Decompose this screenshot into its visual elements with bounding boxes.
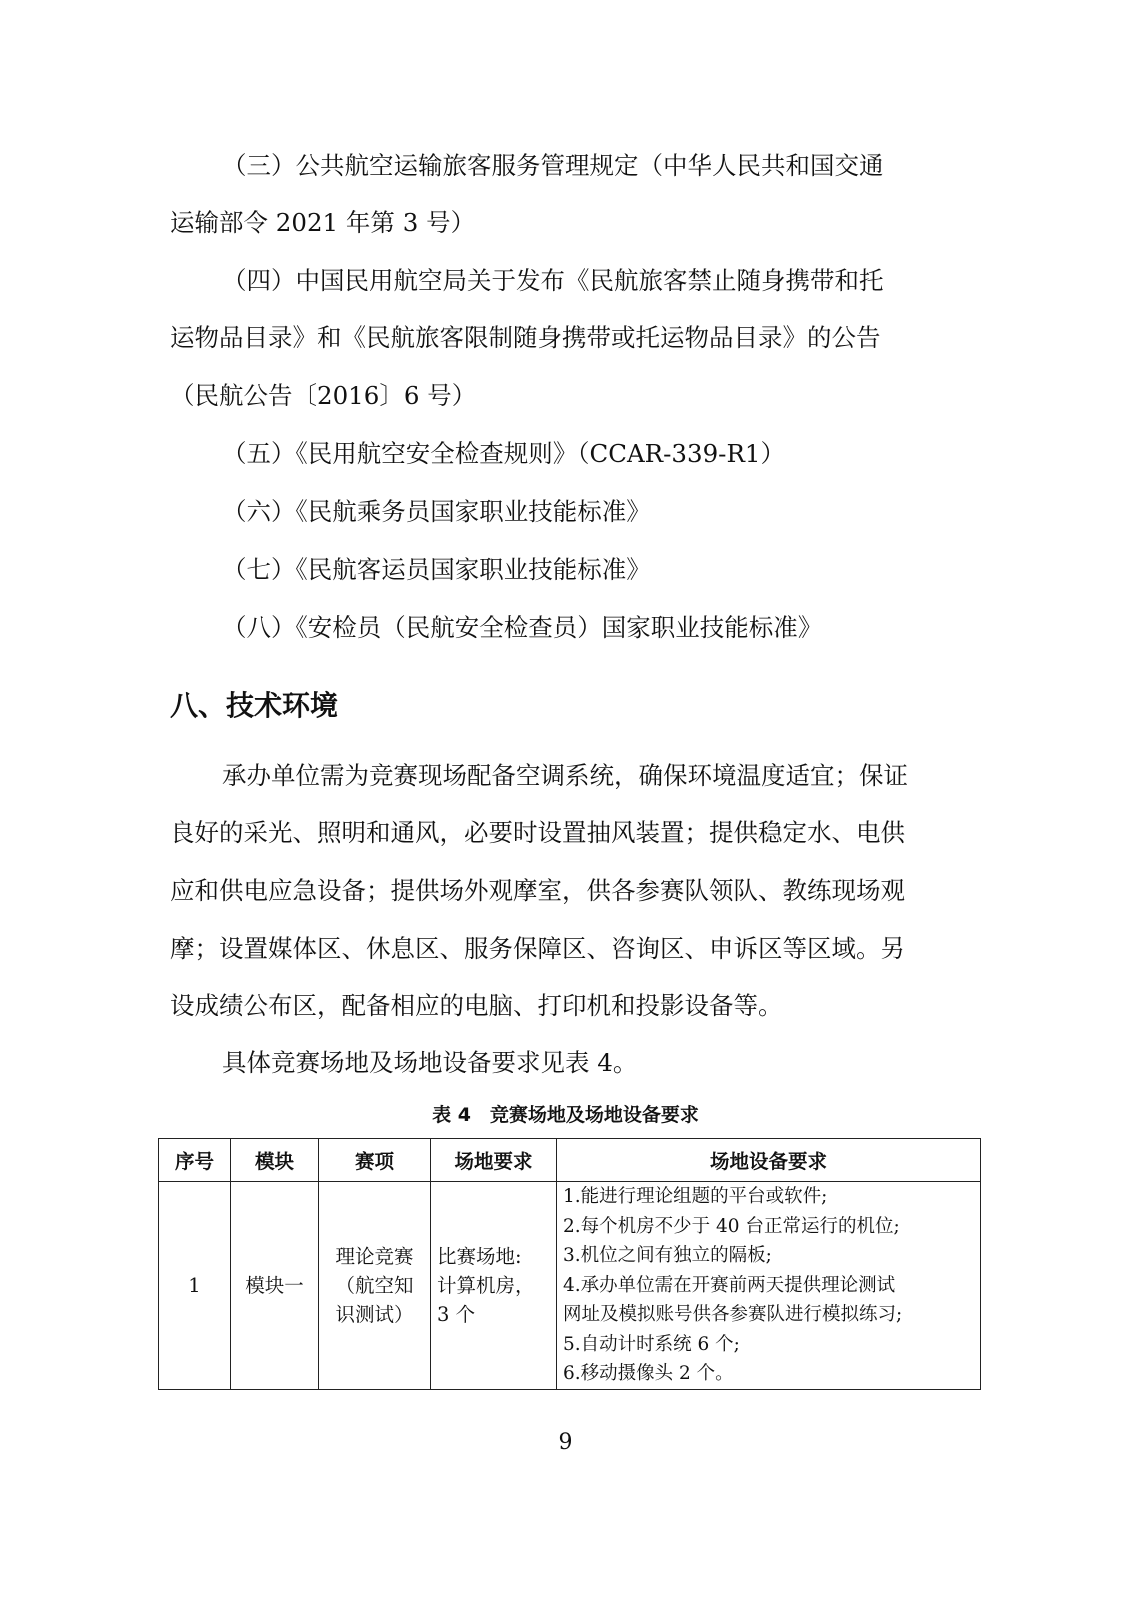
cell-module: 模块一 bbox=[231, 1182, 319, 1390]
body-line: （七）《民航客运员国家职业技能标准》 bbox=[222, 555, 651, 584]
body-line: （四）中国民用航空局关于发布《民航旅客禁止随身携带和托 bbox=[222, 266, 884, 295]
equipment-item: 网址及模拟账号供各参赛队进行模拟练习; bbox=[563, 1304, 903, 1325]
event-line: 理论竞赛 bbox=[335, 1244, 414, 1268]
equipment-item: 4.承办单位需在开赛前两天提供理论测试 bbox=[563, 1274, 896, 1296]
equipment-item: 1.能进行理论组题的平台或软件; bbox=[563, 1186, 828, 1207]
paragraph-line: 良好的采光、照明和通风，必要时设置抽风装置；提供稳定水、电供 bbox=[170, 818, 905, 847]
table-header-row bbox=[159, 1139, 981, 1182]
header-event: 赛项 bbox=[319, 1139, 431, 1182]
event-line: 识测试） bbox=[335, 1302, 414, 1326]
section-heading: 八、技术环境 bbox=[170, 689, 339, 722]
requirements-table bbox=[158, 1138, 981, 1390]
cell-no: 1 bbox=[159, 1182, 231, 1390]
paragraph-line: 承办单位需为竞赛现场配备空调系统，确保环境温度适宜；保证 bbox=[222, 761, 908, 790]
table-caption: 表 4 竞赛场地及场地设备要求 bbox=[432, 1104, 699, 1126]
venue-line: 3 个 bbox=[437, 1302, 476, 1326]
body-line: （民航公告〔2016〕6 号） bbox=[170, 381, 477, 410]
header-module: 模块 bbox=[231, 1139, 319, 1182]
body-line: 运物品目录》和《民航旅客限制随身携带或托运物品目录》的公告 bbox=[170, 323, 881, 352]
header-no: 序号 bbox=[159, 1139, 231, 1182]
cell-equipment bbox=[557, 1182, 981, 1390]
equipment-item: 2.每个机房不少于 40 台正常运行的机位; bbox=[563, 1215, 900, 1237]
paragraph-line: 摩；设置媒体区、休息区、服务保障区、咨询区、申诉区等区域。另 bbox=[170, 934, 905, 963]
paragraph-line: 应和供电应急设备；提供场外观摩室，供各参赛队领队、教练现场观 bbox=[170, 876, 905, 905]
cell-event bbox=[319, 1182, 431, 1390]
equipment-item: 6.移动摄像头 2 个。 bbox=[563, 1363, 734, 1384]
body-line: （三）公共航空运输旅客服务管理规定（中华人民共和国交通 bbox=[222, 151, 884, 180]
body-line: （五）《民用航空安全检查规则》（CCAR-339-R1） bbox=[222, 439, 785, 468]
body-line: 运输部令 2021 年第 3 号） bbox=[170, 208, 476, 237]
equipment-item: 3.机位之间有独立的隔板; bbox=[563, 1245, 772, 1266]
header-equipment: 场地设备要求 bbox=[557, 1139, 981, 1182]
event-line: （航空知 bbox=[335, 1273, 414, 1297]
body-line: （六）《民航乘务员国家职业技能标准》 bbox=[222, 497, 651, 526]
page-number: 9 bbox=[558, 1430, 573, 1455]
table-intro: 具体竞赛场地及场地设备要求见表 4。 bbox=[222, 1048, 638, 1077]
paragraph-line: 设成绩公布区，配备相应的电脑、打印机和投影设备等。 bbox=[170, 991, 783, 1020]
table-row bbox=[159, 1182, 981, 1390]
equipment-item: 5.自动计时系统 6 个; bbox=[563, 1333, 740, 1355]
body-line: （八）《安检员（民航安全检查员）国家职业技能标准》 bbox=[222, 613, 823, 642]
venue-line: 比赛场地: bbox=[437, 1244, 522, 1268]
venue-line: 计算机房， bbox=[437, 1273, 535, 1297]
cell-venue bbox=[431, 1182, 557, 1390]
header-venue: 场地要求 bbox=[431, 1139, 557, 1182]
